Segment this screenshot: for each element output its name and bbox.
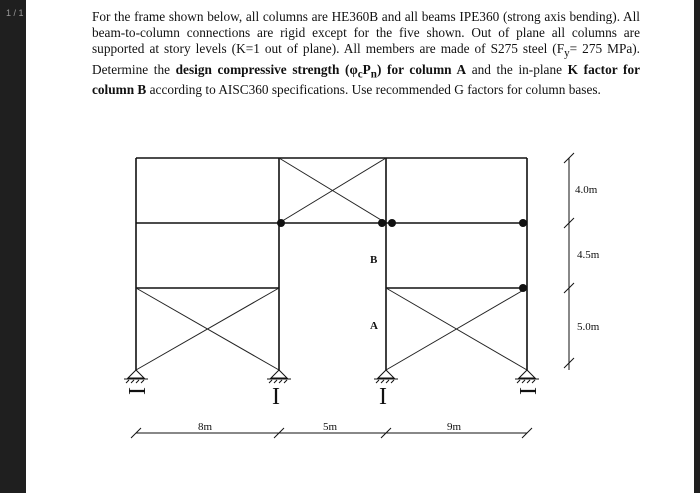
section-orientation-icon: I (123, 387, 149, 395)
story-height-label: 5.0m (577, 321, 600, 333)
pinned-support (515, 370, 539, 383)
pinned-support (267, 370, 291, 383)
k-factor-emphasis: K factor for column B (92, 61, 641, 98)
pin-joint (277, 219, 285, 227)
pin-joint (519, 219, 527, 227)
bay-width-label: 8m (198, 421, 213, 433)
pinned-support (374, 370, 398, 383)
pin-joint (378, 219, 386, 227)
pin-joint (388, 219, 396, 227)
bay-width-label: 5m (323, 421, 338, 433)
design-strength-emphasis: design compressive strength $(\varphi_cP_n)$ for column A (175, 61, 467, 81)
section-orientation-icon: I (272, 384, 280, 410)
page-counter: 1 / 1 (6, 8, 24, 18)
column-a-label: A (370, 320, 378, 332)
story-height-label: 4.0m (575, 184, 598, 196)
column-b-label: B (370, 254, 378, 266)
pinned-support (124, 370, 148, 383)
bay-width-label: 9m (447, 421, 462, 433)
story-height-label: 4.5m (577, 249, 600, 261)
problem-statement: For the frame shown below, all columns are HE360B and all beams IPE360 (strong axis bending). All beam-to-column connections are rigid except for the five shown. Out of plane all columns are supported at story levels (K=1 out of plane). All members are made of S275 steel ($F_y= 275$ MPa). Determine the design compressive strength $(\varphi_cP_n)$ for column A and the in-plane K factor for column B according to AISC360 specifications. Use recommended G factors for column bases. (92, 9, 641, 98)
pin-joint (519, 284, 527, 292)
section-orientation-icon: I (514, 387, 540, 395)
section-orientation-icon: I (379, 384, 387, 410)
